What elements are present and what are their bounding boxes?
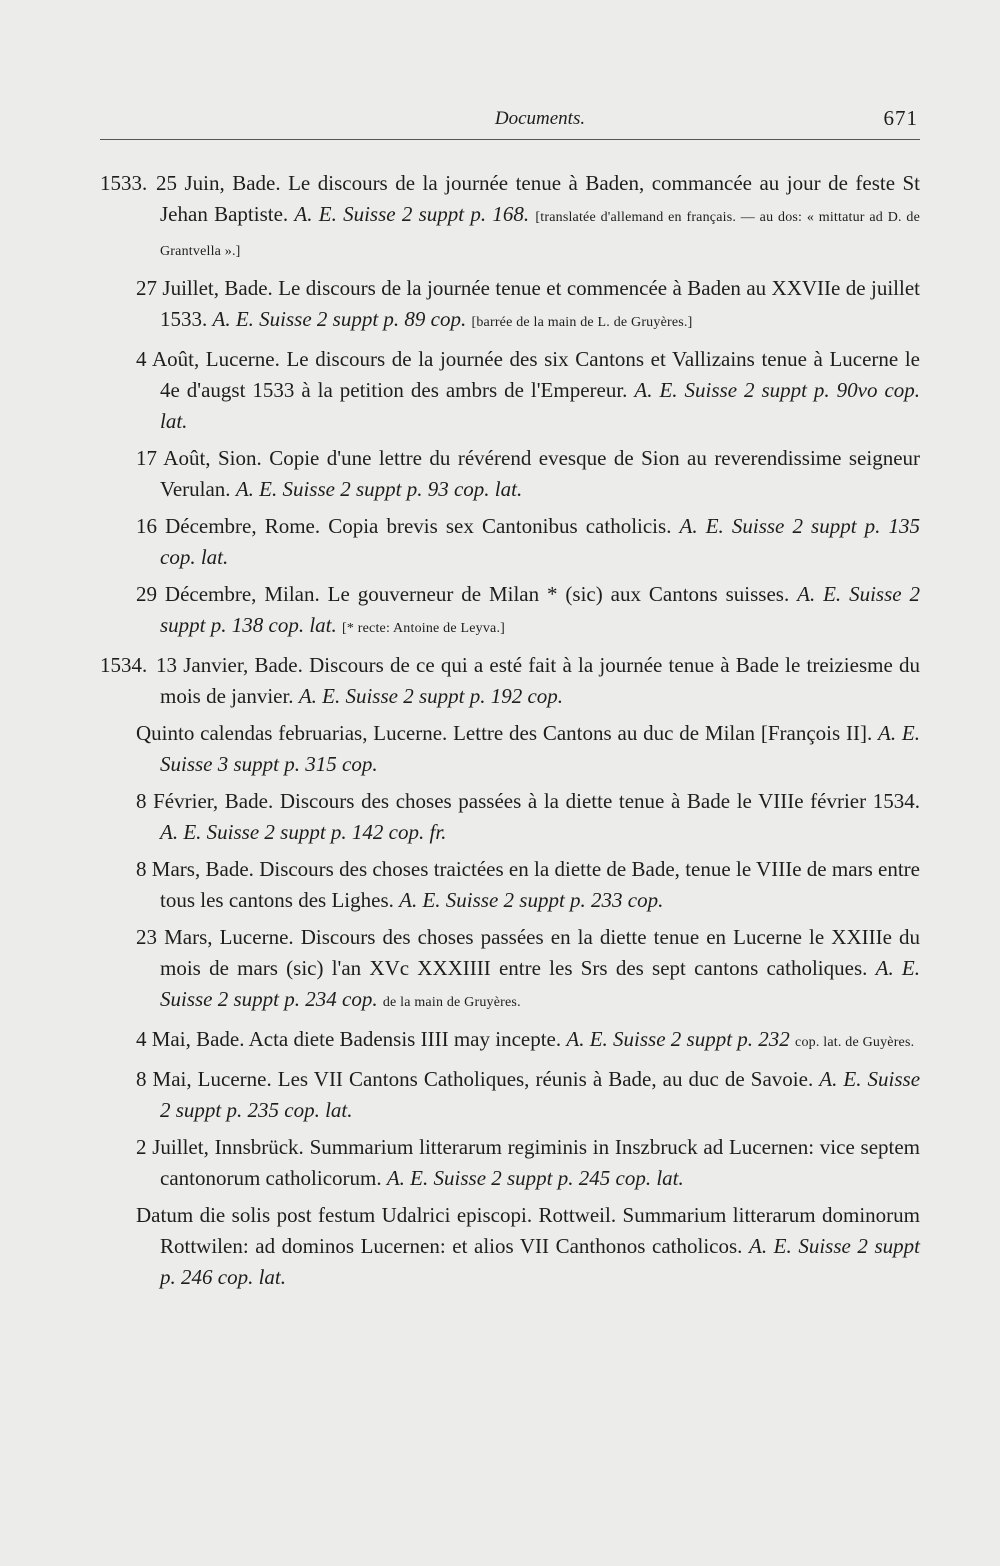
entry-ref: A. E. Suisse 3 suppt p. 315 cop. xyxy=(160,721,920,776)
entry-date: 16 Décembre, Rome. xyxy=(136,514,321,538)
entry-note: [translatée d'allemand en français. — au dos: « mittatur ad D. de Grantvella ».] xyxy=(160,210,921,259)
entry-text: Discours des choses traictées en la diette de Bade, tenue le VIIIe de mars entre tous les cantons des Lighes. xyxy=(160,857,921,912)
entry-1534-03-08 xyxy=(100,854,920,916)
entry-text: Copie d'une lettre du révérend evesque de Sion au reverendissime seigneur Verulan. xyxy=(160,446,921,501)
entry-date: 4 Août, Lucerne. xyxy=(136,347,280,371)
entry-text: Summarium litterarum regiminis in Inszbruck ad Lucernen: vice septem cantonorum catholicorum. xyxy=(160,1135,921,1190)
entry-ref: A. E. Suisse 2 suppt p. 232 xyxy=(566,1027,790,1051)
entry-date: 8 Février, Bade. xyxy=(136,789,274,813)
entry-1533-12-16 xyxy=(100,511,920,573)
entry-year: 1534. xyxy=(100,653,148,677)
header-rule xyxy=(100,139,920,140)
entry-1534-02-08 xyxy=(100,786,920,848)
entry-1533-08-04 xyxy=(100,344,920,437)
entry-ref: A. E. Suisse 2 suppt p. 90vo cop. lat. xyxy=(160,378,921,433)
entry-note: de la main de Gruyères. xyxy=(382,995,521,1010)
entry-note: [* recte: Antoine de Leyva.] xyxy=(342,621,506,636)
entries-list xyxy=(100,168,920,1299)
entry-1533-08-17 xyxy=(100,443,920,505)
entry-date: 23 Mars, Lucerne. xyxy=(136,925,294,949)
entry-1534-01-13 xyxy=(100,650,920,712)
entry-text: Lettre des Cantons au duc de Milan [François II]. xyxy=(453,721,873,745)
entry-year: 1533. xyxy=(100,171,148,195)
entry-ref: A. E. Suisse 2 suppt p. 192 cop. xyxy=(298,684,564,708)
entry-1534-05-04 xyxy=(100,1024,920,1058)
entry-ref: A. E. Suisse 2 suppt p. 245 cop. lat. xyxy=(386,1166,684,1190)
entry-ref: A. E. Suisse 2 suppt p. 233 cop. xyxy=(399,888,664,912)
entry-text: Le discours de la journée des six Cantons et Vallizains tenue à Lucerne le 4e d'augst 1533 à la petition des ambrs de l'Empereur. xyxy=(160,347,921,402)
entry-text: Discours des choses passées en la diette tenue en Lucerne le XXIIIe du mois de mars (sic) l'an XVc XXXIIII entre les Srs des sept cantons catholiques. xyxy=(160,925,921,980)
entry-ref: A. E. Suisse 2 suppt p. 142 cop. fr. xyxy=(160,820,447,844)
entry-1534-07-02 xyxy=(100,1132,920,1194)
entry-ref: A. E. Suisse 2 suppt p. 234 cop. xyxy=(160,956,921,1011)
entry-ref: A. E. Suisse 2 suppt p. 235 cop. lat. xyxy=(160,1067,921,1122)
entry-date: 13 Janvier, Bade. xyxy=(156,653,303,677)
entry-date: 17 Août, Sion. xyxy=(136,446,262,470)
entry-text: Le discours de la journée tenue et commencée à Baden au XXVIIe de juillet 1533. xyxy=(160,276,921,331)
entry-ref: A. E. Suisse 2 suppt p. 138 cop. lat. xyxy=(160,582,920,637)
entry-date: Quinto calendas februarias, Lucerne. xyxy=(136,721,448,745)
entry-text: Le gouverneur de Milan * (sic) aux Cantons suisses. xyxy=(327,582,790,606)
entry-ref: A. E. Suisse 2 suppt p. 135 cop. lat. xyxy=(160,514,920,569)
entry-text: Discours des choses passées à la diette tenue à Bade le VIIIe février 1534. xyxy=(279,789,920,813)
entry-1533-12-29 xyxy=(100,579,920,644)
running-head-title: Documents. xyxy=(494,108,586,129)
entry-1534-05-08 xyxy=(100,1064,920,1126)
entry-1533-06-25 xyxy=(100,168,920,267)
entry-ref: A. E. Suisse 2 suppt p. 168. xyxy=(294,202,530,226)
entry-note: cop. lat. de Guyères. xyxy=(795,1035,915,1050)
entry-1534-quinto-calendas xyxy=(100,718,920,780)
running-head xyxy=(100,104,920,136)
entry-date: 25 Juin, Bade. xyxy=(156,171,281,195)
entry-1534-03-23 xyxy=(100,922,920,1018)
entry-ref: A. E. Suisse 2 suppt p. 89 cop. xyxy=(212,307,467,331)
page-number: 671 xyxy=(883,106,918,130)
entry-note: [barrée de la main de L. de Gruyères.] xyxy=(471,315,693,330)
entry-1534-rottweil xyxy=(100,1200,920,1293)
entry-text: Acta diete Badensis IIII may incepte. xyxy=(248,1027,562,1051)
entry-ref: A. E. Suisse 2 suppt p. 246 cop. lat. xyxy=(160,1234,921,1289)
entry-text: Discours de ce qui a esté fait à la journée tenue à Bade le treiziesme du mois de janvier. xyxy=(160,653,920,708)
entry-date: 8 Mars, Bade. xyxy=(136,857,254,881)
entry-date: 8 Mai, Lucerne. xyxy=(136,1067,272,1091)
entry-date: 2 Juillet, Innsbrück. xyxy=(136,1135,304,1159)
entry-date: 27 Juillet, Bade. xyxy=(136,276,273,300)
entry-text: Les VII Cantons Catholiques, réunis à Bade, au duc de Savoie. xyxy=(277,1067,814,1091)
entry-date: 4 Mai, Bade. xyxy=(136,1027,245,1051)
entry-text: Le discours de la journée tenue à Baden, commancée au jour de feste St Jehan Baptiste. xyxy=(160,171,921,226)
entry-date: Datum die solis post festum Udalrici episcopi. Rottweil. xyxy=(136,1203,617,1227)
entry-date: 29 Décembre, Milan. xyxy=(136,582,320,606)
entry-ref: A. E. Suisse 2 suppt p. 93 cop. lat. xyxy=(235,477,523,501)
entry-1533-07-27 xyxy=(100,273,920,338)
entry-text: Summarium litterarum dominorum Rottwilen: ad dominos Lucernen: et alios VII Canthonos catholicos. xyxy=(160,1203,921,1258)
entry-text: Copia brevis sex Cantonibus catholicis. xyxy=(328,514,672,538)
